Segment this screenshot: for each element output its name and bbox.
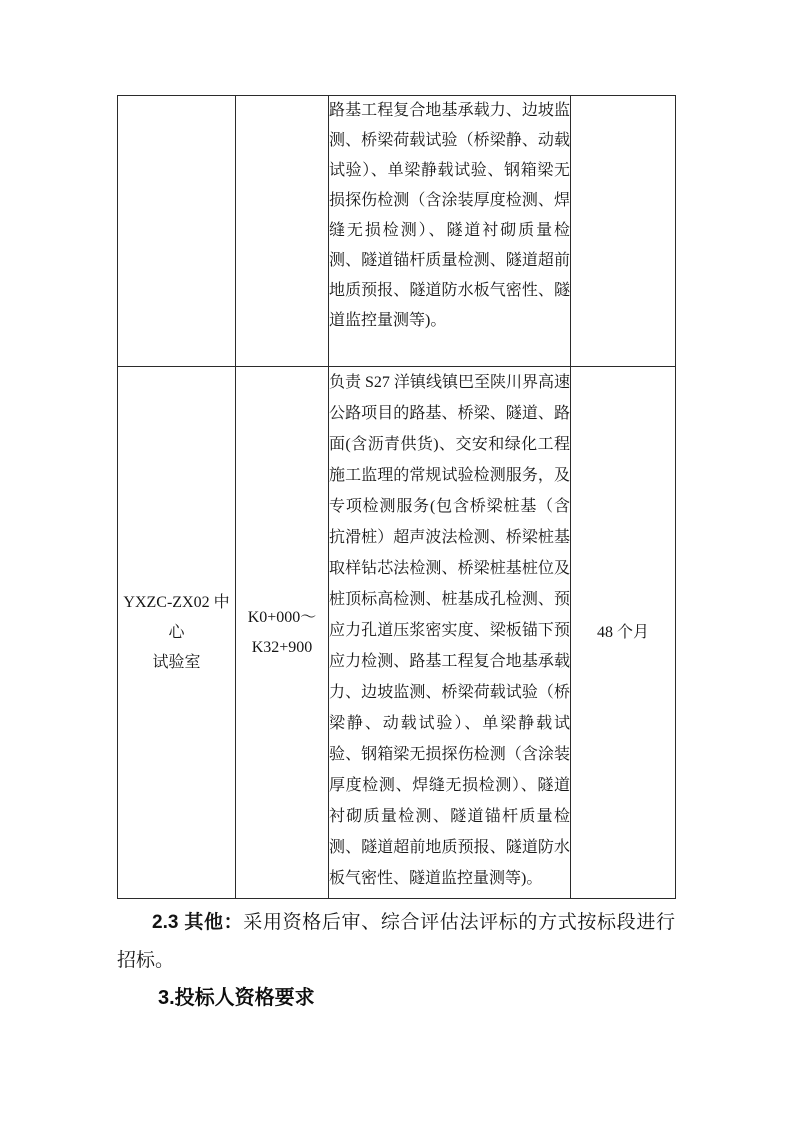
clause-2-3-other — [117, 898, 675, 980]
clause-2-3-text: 采用资格后审、综合评估法评标的方式按标段进行招标。 — [117, 912, 675, 971]
scope-description-cell: 路基工程复合地基承载力、边坡监测、桥梁荷载试验（桥梁静、动载试验）、单梁静载试验、钢箱梁无损探伤检测（含涂装厚度检测、焊缝无损检测）、隧道衬砌质量检测、隧道锚杆质量检测、隧道超前地质预报、隧道防水板气密性、隧道监控量测等)。 — [329, 96, 571, 367]
stake-range-cell — [236, 367, 329, 899]
stake-range-line2: K32+900 — [251, 638, 313, 656]
duration-cell: 48 个月 — [571, 367, 676, 899]
scope-description-cell: 负责 S27 洋镇线镇巴至陕川界高速公路项目的路基、桥梁、隧道、路面(含沥青供货)、交安和绿化工程施工监理的常规试验检测服务，及专项检测服务(包含桥梁桩基（含抗滑桩）超声波法检测、桥梁桩基取样钻芯法检测、桥梁桩基桩位及桩顶标高检测、桩基成孔检测、预应力孔道压浆密实度、梁板锚下预应力检测、路基工程复合地基承载力、边坡监测、桥梁荷载试验（桥梁静、动载试验）、单梁静载试验、钢箱梁无损探伤检测（含涂装厚度检测、焊缝无损检测）、隧道衬砌质量检测、隧道锚杆质量检测、隧道超前地质预报、隧道防水板气密性、隧道监控量测等)。 — [329, 367, 571, 899]
lot-name-line1: YXZC-ZX02 中心 — [123, 593, 230, 641]
bid-section-table — [117, 95, 676, 899]
duration-cell-empty — [571, 96, 676, 367]
stake-range-line1: K0+000～ — [247, 608, 317, 626]
lot-name-line2: 试验室 — [152, 653, 201, 671]
stake-range-cell-empty — [236, 96, 329, 367]
table-row-lot-zx02 — [118, 367, 676, 899]
lot-name-cell-empty — [118, 96, 236, 367]
heading-bidder-qualification: 3.投标人资格要求 — [158, 987, 315, 1009]
body-text-block — [117, 898, 675, 1013]
clause-2-3-label: 2.3 其他： — [152, 912, 244, 933]
table-row-continuation — [118, 96, 676, 367]
lot-name-cell — [118, 367, 236, 899]
